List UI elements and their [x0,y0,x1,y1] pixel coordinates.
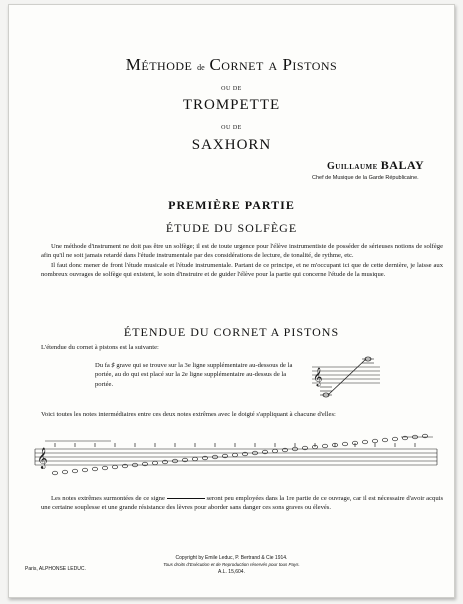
staff-note [342,442,347,446]
staff-note [52,471,57,475]
author-name [327,158,424,173]
staff-note [272,449,277,453]
range-staff [306,353,386,399]
etude-text [41,242,443,280]
staff-note [232,453,237,457]
extreme-note-post: seront peu employées dans la 1re partie de ce ouvrage, car il est nécessaire d'avoir acquis une certaine souplesse et une grande résistance des lèvres pour aborder sans danger ces sons graves ou élevés. [41,495,444,512]
staff-note [152,461,157,465]
etude-paragraph-2: Il faut donc mener de front l'étude musicale et l'étude instrumentale. Partant de ce principe, et ne m'occupant ici que de cette dernière, je laisse aux nombreux ouvrages de solfège qui existent, le soin d'instruire et de guider l'élève pour la partie qui concerne l'étude de la musique. [41,261,443,279]
author-role: Chef de Musique de la Garde Républicaine. [312,175,419,181]
staff-note [362,440,367,444]
staff-note [322,444,327,448]
score-page [8,4,455,598]
svg-text:𝄞: 𝄞 [313,367,323,386]
ou-de-1: OU DE [221,86,242,92]
part-heading: PREMIÈRE PARTIE [168,198,295,212]
extreme-sign [167,498,205,499]
rights-notice: Tous droits d'Exécution et de Reproduction réservés pour tous Pays. [163,562,300,567]
title-cornet: Cornet a Pistons [209,55,338,74]
subtitle-trompette: TROMPETTE [182,97,281,113]
staff-note [92,467,97,471]
subtitle-saxhorn: SAXHORN [191,137,272,153]
staff-note [382,438,387,442]
title-methode: Méthode [125,55,193,74]
etude-heading: ÉTUDE DU SOLFÈGE [165,221,298,235]
staff-note [372,439,377,443]
etude-paragraph-1: Une méthode d'instrument ne doit pas être un solfège; il est de toute urgence pour l'élève instrumentiste de posséder de sérieuses notions de solfège afin qu'il ne soit jamais retardé dans l'étude instrumentale par des considérations de lecture, de tonalité, de rythme, etc. [41,243,443,260]
extreme-note-pre: Les notes extrêmes surmontées de ce signe [51,495,165,502]
etendue-heading: ÉTENDUE DU CORNET A PISTONS [123,325,340,339]
copyright: Copyright by Emile Leduc, P. Bertrand & Cie 1914. [175,555,288,561]
staff-note [82,468,87,472]
range-description: Du fa ♯ grave qui se trouve sur la 3e ligne supplémentaire au-dessous de la portée, au do qui est placé sur la 2e ligne supplémentaire au-dessus de la portée. [95,362,293,388]
plate-number: A.L. 15,604. [218,569,245,575]
staff-note [62,470,67,474]
staff-note [392,437,397,441]
etendue-intro: L'étendue du cornet à pistons est la suivante: [41,344,159,351]
fingering-staff [31,427,441,483]
extreme-notes-text [41,494,443,513]
staff-note [102,466,107,470]
staff-note [192,457,197,461]
staff-note [112,465,117,469]
intermediate-text: Voici toutes les notes intermédiaires entre ces deux notes extrêmes avec le doigté s'appliquant à chacune d'elles: [41,411,336,418]
method-title [9,55,454,75]
staff-note [72,469,77,473]
title-de: de [197,63,205,72]
ou-de-2: OU DE [221,125,242,131]
publisher: Paris, ALPHONSE LEDUC. [25,566,86,572]
author-first: Guillaume [327,161,378,172]
svg-text:𝄞: 𝄞 [37,448,48,469]
author-last: BALAY [380,158,425,172]
